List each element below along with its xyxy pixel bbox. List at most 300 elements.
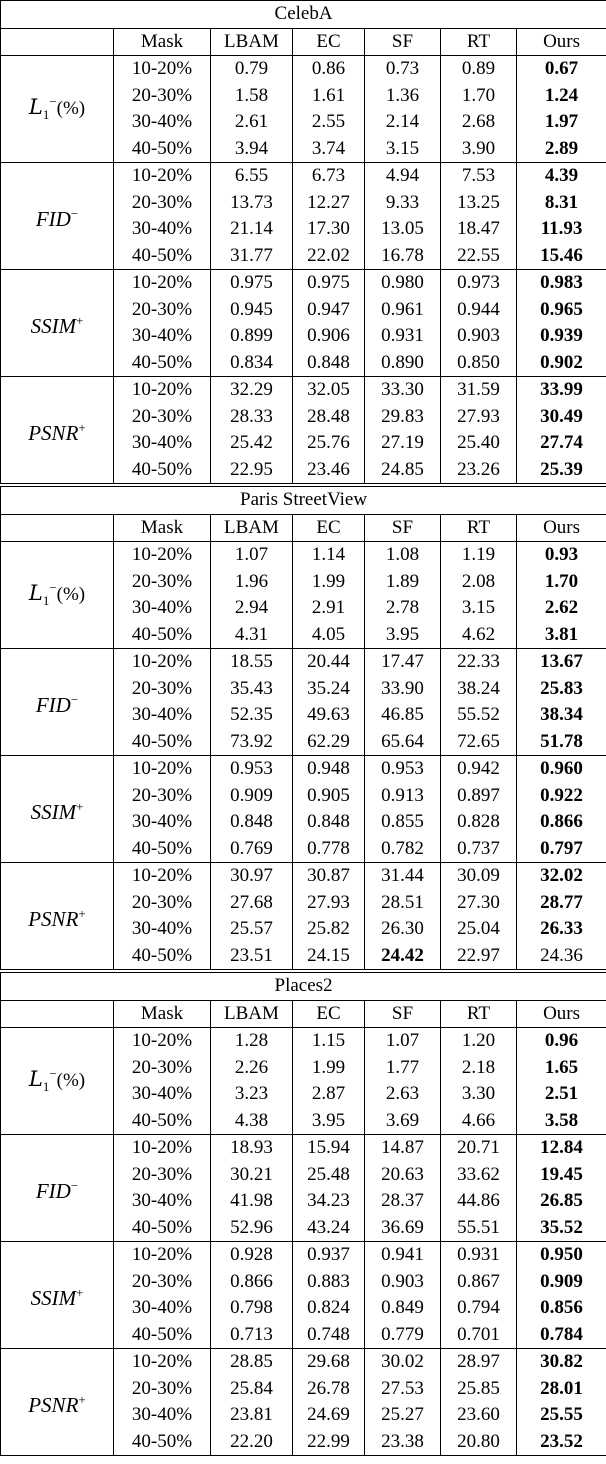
column-header: Mask — [114, 1000, 211, 1028]
value-cell: 29.68 — [293, 1349, 365, 1376]
value-cell: 32.29 — [211, 377, 293, 404]
value-cell: 2.91 — [293, 595, 365, 622]
value-cell: 26.85 — [517, 1188, 606, 1215]
metric-superscript: + — [76, 798, 84, 814]
metric-suffix: (%) — [56, 584, 86, 606]
value-cell: 6.55 — [211, 163, 293, 190]
metric-name: L — [28, 95, 43, 120]
table-row — [1, 1349, 606, 1376]
value-cell: 2.51 — [517, 1081, 606, 1108]
value-cell: 7.53 — [441, 163, 517, 190]
metric-suffix: (%) — [56, 98, 86, 120]
value-cell: 52.96 — [211, 1215, 293, 1242]
value-cell: 31.59 — [441, 377, 517, 404]
value-cell: 28.77 — [517, 890, 606, 917]
table-row — [1, 756, 606, 783]
metric-header-cell — [1, 28, 114, 56]
value-cell: 33.99 — [517, 377, 606, 404]
metric-label — [1, 56, 114, 163]
metric-label — [1, 863, 114, 972]
header-row — [1, 28, 606, 56]
value-cell: 30.09 — [441, 863, 517, 890]
column-header: Mask — [114, 28, 211, 56]
mask-cell: 20-30% — [114, 404, 211, 431]
value-cell: 4.31 — [211, 622, 293, 649]
value-cell: 17.47 — [365, 649, 441, 676]
value-cell: 26.30 — [365, 916, 441, 943]
metric-superscript: − — [70, 691, 79, 707]
mask-cell: 30-40% — [114, 323, 211, 350]
value-cell: 23.38 — [365, 1429, 441, 1456]
metric-subscript: 1 — [42, 1079, 50, 1095]
value-cell: 1.70 — [441, 83, 517, 110]
mask-cell: 30-40% — [114, 430, 211, 457]
value-cell: 0.937 — [293, 1242, 365, 1269]
column-header: EC — [293, 1000, 365, 1028]
section-title-row — [1, 485, 606, 514]
value-cell: 0.93 — [517, 542, 606, 569]
mask-cell: 40-50% — [114, 1215, 211, 1242]
mask-cell: 20-30% — [114, 1269, 211, 1296]
mask-cell: 40-50% — [114, 836, 211, 863]
mask-cell: 10-20% — [114, 649, 211, 676]
value-cell: 3.69 — [365, 1108, 441, 1135]
metric-name: L — [28, 1067, 43, 1092]
value-cell: 26.33 — [517, 916, 606, 943]
value-cell: 2.87 — [293, 1081, 365, 1108]
value-cell: 4.39 — [517, 163, 606, 190]
value-cell: 0.778 — [293, 836, 365, 863]
mask-cell: 10-20% — [114, 1135, 211, 1162]
value-cell: 0.769 — [211, 836, 293, 863]
value-cell: 0.942 — [441, 756, 517, 783]
value-cell: 28.33 — [211, 404, 293, 431]
value-cell: 15.46 — [517, 243, 606, 270]
mask-cell: 20-30% — [114, 890, 211, 917]
value-cell: 28.85 — [211, 1349, 293, 1376]
value-cell: 3.95 — [293, 1108, 365, 1135]
metric-name: PSNR — [28, 420, 79, 445]
value-cell: 0.939 — [517, 323, 606, 350]
value-cell: 52.35 — [211, 702, 293, 729]
value-cell: 38.24 — [441, 676, 517, 703]
value-cell: 26.78 — [293, 1376, 365, 1403]
mask-cell: 20-30% — [114, 1162, 211, 1189]
value-cell: 0.737 — [441, 836, 517, 863]
value-cell: 23.52 — [517, 1429, 606, 1456]
value-cell: 0.779 — [365, 1322, 441, 1349]
metric-label — [1, 163, 114, 270]
mask-cell: 20-30% — [114, 190, 211, 217]
value-cell: 30.02 — [365, 1349, 441, 1376]
value-cell: 1.89 — [365, 569, 441, 596]
value-cell: 2.78 — [365, 595, 441, 622]
metric-subscript: 1 — [42, 593, 50, 609]
column-header: Ours — [517, 28, 606, 56]
mask-cell: 40-50% — [114, 243, 211, 270]
value-cell: 28.97 — [441, 1349, 517, 1376]
header-row — [1, 514, 606, 542]
metric-superscript: + — [78, 419, 86, 435]
column-header: SF — [365, 514, 441, 542]
value-cell: 25.40 — [441, 430, 517, 457]
value-cell: 15.94 — [293, 1135, 365, 1162]
column-header: RT — [441, 514, 517, 542]
value-cell: 1.15 — [293, 1028, 365, 1055]
mask-cell: 10-20% — [114, 542, 211, 569]
value-cell: 20.71 — [441, 1135, 517, 1162]
table-row — [1, 542, 606, 569]
value-cell: 1.14 — [293, 542, 365, 569]
value-cell: 23.46 — [293, 457, 365, 486]
value-cell: 24.85 — [365, 457, 441, 486]
value-cell: 18.55 — [211, 649, 293, 676]
value-cell: 22.33 — [441, 649, 517, 676]
value-cell: 1.08 — [365, 542, 441, 569]
mask-cell: 10-20% — [114, 1028, 211, 1055]
value-cell: 0.784 — [517, 1322, 606, 1349]
value-cell: 0.953 — [211, 756, 293, 783]
value-cell: 22.95 — [211, 457, 293, 486]
value-cell: 0.948 — [293, 756, 365, 783]
value-cell: 27.30 — [441, 890, 517, 917]
value-cell: 0.848 — [293, 350, 365, 377]
value-cell: 0.850 — [441, 350, 517, 377]
value-cell: 0.883 — [293, 1269, 365, 1296]
value-cell: 4.38 — [211, 1108, 293, 1135]
column-header: SF — [365, 1000, 441, 1028]
column-header: EC — [293, 514, 365, 542]
mask-cell: 10-20% — [114, 377, 211, 404]
value-cell: 30.82 — [517, 1349, 606, 1376]
value-cell: 12.27 — [293, 190, 365, 217]
value-cell: 0.945 — [211, 297, 293, 324]
table-row — [1, 56, 606, 83]
metric-header-cell — [1, 1000, 114, 1028]
value-cell: 23.26 — [441, 457, 517, 486]
value-cell: 4.62 — [441, 622, 517, 649]
value-cell: 35.52 — [517, 1215, 606, 1242]
section-title: Paris StreetView — [1, 485, 606, 514]
value-cell: 1.19 — [441, 542, 517, 569]
value-cell: 27.74 — [517, 430, 606, 457]
mask-cell: 10-20% — [114, 1242, 211, 1269]
mask-cell: 40-50% — [114, 729, 211, 756]
metric-header-cell — [1, 514, 114, 542]
value-cell: 0.980 — [365, 270, 441, 297]
value-cell: 31.77 — [211, 243, 293, 270]
value-cell: 12.84 — [517, 1135, 606, 1162]
mask-cell: 30-40% — [114, 702, 211, 729]
value-cell: 23.81 — [211, 1402, 293, 1429]
value-cell: 65.64 — [365, 729, 441, 756]
value-cell: 2.94 — [211, 595, 293, 622]
value-cell: 22.97 — [441, 943, 517, 972]
value-cell: 25.42 — [211, 430, 293, 457]
value-cell: 13.73 — [211, 190, 293, 217]
metric-label — [1, 1135, 114, 1242]
table-row — [1, 270, 606, 297]
value-cell: 25.83 — [517, 676, 606, 703]
value-cell: 30.21 — [211, 1162, 293, 1189]
metric-suffix: (%) — [56, 1070, 86, 1092]
value-cell: 34.23 — [293, 1188, 365, 1215]
value-cell: 0.903 — [365, 1269, 441, 1296]
value-cell: 23.51 — [211, 943, 293, 972]
value-cell: 32.02 — [517, 863, 606, 890]
value-cell: 1.99 — [293, 1055, 365, 1082]
value-cell: 25.84 — [211, 1376, 293, 1403]
value-cell: 49.63 — [293, 702, 365, 729]
value-cell: 0.834 — [211, 350, 293, 377]
value-cell: 17.30 — [293, 216, 365, 243]
metric-name: SSIM — [30, 799, 77, 824]
metric-name: L — [28, 581, 43, 606]
value-cell: 18.47 — [441, 216, 517, 243]
value-cell: 62.29 — [293, 729, 365, 756]
value-cell: 0.890 — [365, 350, 441, 377]
mask-cell: 30-40% — [114, 1402, 211, 1429]
value-cell: 20.44 — [293, 649, 365, 676]
value-cell: 18.93 — [211, 1135, 293, 1162]
mask-cell: 20-30% — [114, 569, 211, 596]
value-cell: 1.07 — [211, 542, 293, 569]
value-cell: 1.58 — [211, 83, 293, 110]
value-cell: 46.85 — [365, 702, 441, 729]
value-cell: 1.07 — [365, 1028, 441, 1055]
value-cell: 29.83 — [365, 404, 441, 431]
metric-superscript: − — [49, 580, 57, 596]
value-cell: 25.82 — [293, 916, 365, 943]
value-cell: 4.66 — [441, 1108, 517, 1135]
value-cell: 0.866 — [211, 1269, 293, 1296]
column-header: LBAM — [211, 28, 293, 56]
value-cell: 30.87 — [293, 863, 365, 890]
section-title: Places2 — [1, 971, 606, 1000]
value-cell: 0.953 — [365, 756, 441, 783]
mask-cell: 10-20% — [114, 56, 211, 83]
value-cell: 13.25 — [441, 190, 517, 217]
mask-cell: 20-30% — [114, 297, 211, 324]
mask-cell: 10-20% — [114, 1349, 211, 1376]
column-header: RT — [441, 1000, 517, 1028]
value-cell: 0.797 — [517, 836, 606, 863]
value-cell: 1.70 — [517, 569, 606, 596]
metric-name: PSNR — [28, 1392, 79, 1417]
value-cell: 3.15 — [441, 595, 517, 622]
value-cell: 0.856 — [517, 1295, 606, 1322]
value-cell: 2.68 — [441, 109, 517, 136]
value-cell: 27.53 — [365, 1376, 441, 1403]
value-cell: 51.78 — [517, 729, 606, 756]
value-cell: 1.28 — [211, 1028, 293, 1055]
value-cell: 36.69 — [365, 1215, 441, 1242]
value-cell: 1.96 — [211, 569, 293, 596]
value-cell: 0.798 — [211, 1295, 293, 1322]
value-cell: 2.18 — [441, 1055, 517, 1082]
table-row — [1, 1242, 606, 1269]
value-cell: 2.14 — [365, 109, 441, 136]
mask-cell: 20-30% — [114, 1376, 211, 1403]
mask-cell: 40-50% — [114, 1322, 211, 1349]
mask-cell: 30-40% — [114, 1188, 211, 1215]
header-row — [1, 1000, 606, 1028]
value-cell: 0.67 — [517, 56, 606, 83]
table-row — [1, 1135, 606, 1162]
mask-cell: 30-40% — [114, 916, 211, 943]
value-cell: 3.58 — [517, 1108, 606, 1135]
mask-cell: 30-40% — [114, 1295, 211, 1322]
value-cell: 27.19 — [365, 430, 441, 457]
value-cell: 0.866 — [517, 809, 606, 836]
metric-label — [1, 1028, 114, 1135]
value-cell: 0.96 — [517, 1028, 606, 1055]
value-cell: 25.76 — [293, 430, 365, 457]
column-header: RT — [441, 28, 517, 56]
value-cell: 0.906 — [293, 323, 365, 350]
mask-cell: 30-40% — [114, 595, 211, 622]
value-cell: 11.93 — [517, 216, 606, 243]
section-title-row — [1, 971, 606, 1000]
metric-label — [1, 756, 114, 863]
value-cell: 0.973 — [441, 270, 517, 297]
value-cell: 25.85 — [441, 1376, 517, 1403]
results-table-body — [1, 1, 606, 1456]
value-cell: 0.867 — [441, 1269, 517, 1296]
value-cell: 3.30 — [441, 1081, 517, 1108]
value-cell: 0.975 — [211, 270, 293, 297]
value-cell: 3.15 — [365, 136, 441, 163]
value-cell: 24.42 — [365, 943, 441, 972]
table-row — [1, 163, 606, 190]
column-header: LBAM — [211, 514, 293, 542]
value-cell: 0.701 — [441, 1322, 517, 1349]
mask-cell: 10-20% — [114, 163, 211, 190]
value-cell: 1.20 — [441, 1028, 517, 1055]
value-cell: 0.73 — [365, 56, 441, 83]
value-cell: 55.51 — [441, 1215, 517, 1242]
value-cell: 28.01 — [517, 1376, 606, 1403]
value-cell: 27.93 — [441, 404, 517, 431]
value-cell: 0.79 — [211, 56, 293, 83]
value-cell: 25.04 — [441, 916, 517, 943]
mask-cell: 20-30% — [114, 676, 211, 703]
value-cell: 55.52 — [441, 702, 517, 729]
value-cell: 43.24 — [293, 1215, 365, 1242]
column-header: SF — [365, 28, 441, 56]
value-cell: 1.97 — [517, 109, 606, 136]
value-cell: 0.922 — [517, 783, 606, 810]
metric-name: PSNR — [28, 906, 79, 931]
value-cell: 38.34 — [517, 702, 606, 729]
value-cell: 33.62 — [441, 1162, 517, 1189]
value-cell: 13.05 — [365, 216, 441, 243]
column-header: Mask — [114, 514, 211, 542]
value-cell: 2.63 — [365, 1081, 441, 1108]
value-cell: 25.57 — [211, 916, 293, 943]
value-cell: 28.37 — [365, 1188, 441, 1215]
mask-cell: 40-50% — [114, 1429, 211, 1456]
metric-subscript: 1 — [42, 107, 50, 123]
value-cell: 0.897 — [441, 783, 517, 810]
metric-superscript: − — [49, 1066, 57, 1082]
column-header: Ours — [517, 1000, 606, 1028]
section-title: CelebA — [1, 1, 606, 29]
mask-cell: 30-40% — [114, 216, 211, 243]
value-cell: 0.905 — [293, 783, 365, 810]
value-cell: 13.67 — [517, 649, 606, 676]
value-cell: 0.983 — [517, 270, 606, 297]
metric-name: SSIM — [30, 1285, 77, 1310]
value-cell: 2.26 — [211, 1055, 293, 1082]
value-cell: 24.15 — [293, 943, 365, 972]
metric-label — [1, 1242, 114, 1349]
value-cell: 2.55 — [293, 109, 365, 136]
metric-superscript: − — [70, 205, 79, 221]
value-cell: 1.77 — [365, 1055, 441, 1082]
value-cell: 0.947 — [293, 297, 365, 324]
value-cell: 31.44 — [365, 863, 441, 890]
mask-cell: 40-50% — [114, 350, 211, 377]
value-cell: 4.05 — [293, 622, 365, 649]
value-cell: 0.848 — [211, 809, 293, 836]
metric-name: FID — [35, 692, 71, 717]
metric-superscript: + — [76, 1284, 84, 1300]
value-cell: 0.931 — [441, 1242, 517, 1269]
value-cell: 1.65 — [517, 1055, 606, 1082]
value-cell: 0.928 — [211, 1242, 293, 1269]
value-cell: 0.782 — [365, 836, 441, 863]
metric-label — [1, 377, 114, 486]
mask-cell: 40-50% — [114, 136, 211, 163]
value-cell: 22.20 — [211, 1429, 293, 1456]
value-cell: 72.65 — [441, 729, 517, 756]
value-cell: 0.899 — [211, 323, 293, 350]
value-cell: 0.828 — [441, 809, 517, 836]
value-cell: 3.23 — [211, 1081, 293, 1108]
metric-superscript: − — [70, 1177, 79, 1193]
value-cell: 3.74 — [293, 136, 365, 163]
metric-name: SSIM — [30, 313, 77, 338]
value-cell: 8.31 — [517, 190, 606, 217]
value-cell: 25.27 — [365, 1402, 441, 1429]
value-cell: 3.95 — [365, 622, 441, 649]
value-cell: 24.69 — [293, 1402, 365, 1429]
value-cell: 24.36 — [517, 943, 606, 972]
value-cell: 0.849 — [365, 1295, 441, 1322]
metric-superscript: + — [78, 905, 86, 921]
value-cell: 19.45 — [517, 1162, 606, 1189]
value-cell: 0.909 — [211, 783, 293, 810]
value-cell: 2.62 — [517, 595, 606, 622]
mask-cell: 30-40% — [114, 1081, 211, 1108]
value-cell: 73.92 — [211, 729, 293, 756]
value-cell: 0.909 — [517, 1269, 606, 1296]
mask-cell: 30-40% — [114, 109, 211, 136]
section-title-row — [1, 1, 606, 29]
value-cell: 22.02 — [293, 243, 365, 270]
metric-superscript: + — [78, 1391, 86, 1407]
metric-label — [1, 270, 114, 377]
value-cell: 0.848 — [293, 809, 365, 836]
value-cell: 0.855 — [365, 809, 441, 836]
metric-label — [1, 542, 114, 649]
value-cell: 0.965 — [517, 297, 606, 324]
value-cell: 22.99 — [293, 1429, 365, 1456]
value-cell: 3.90 — [441, 136, 517, 163]
value-cell: 32.05 — [293, 377, 365, 404]
metric-name: FID — [35, 206, 71, 231]
